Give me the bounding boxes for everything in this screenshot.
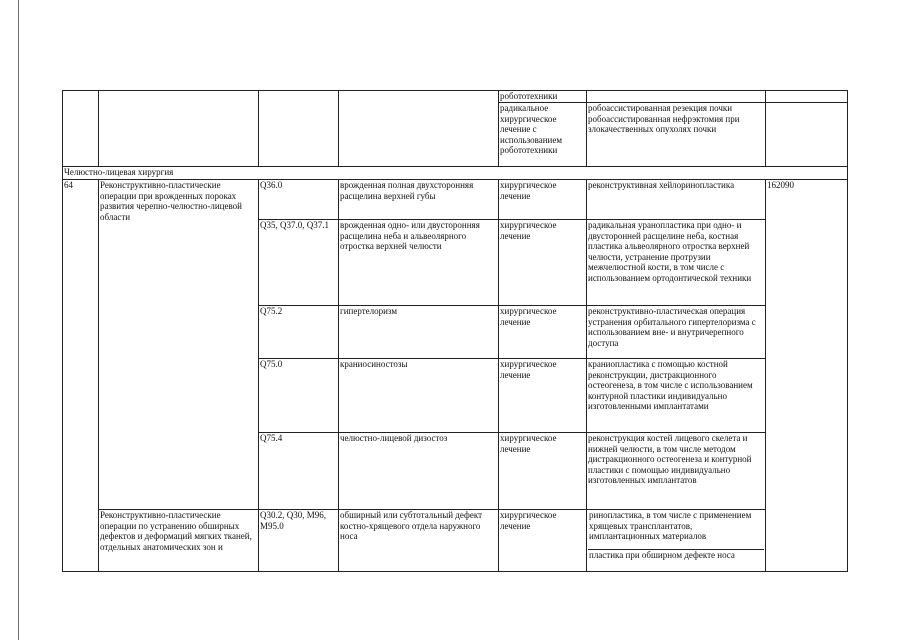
group-name-defects: Реконструктивно-пластические операции по устранению обширных дефектов и деформаций мягких тканей, отдельных анатомических зон и [99, 510, 259, 572]
method-cell: реконструкция костей лицевого скелета и нижней челюсти, в том числе методом дистракционного остеогенеза и контурной пластики с помощью индивидуально изготовленных имплантатов [587, 433, 766, 510]
method-cell: радикальная уранопластика при одно- и двусторонней расщелине неба, костная пластика альвеолярного отростка верхней челюсти, устранение протрузии межчелюстной кости, в том числе с использованием ортодонтической техники [587, 220, 766, 306]
section-title: Челюстно-лицевая хирургия [63, 167, 848, 180]
cost-amount: 162090 [766, 180, 848, 572]
cell-num-prev [63, 91, 99, 167]
continuation-row [63, 91, 848, 103]
group-name-congenital: Реконструктивно-пластические операции при врожденных пороках развития черепно-челюстно-лицевой области [99, 180, 259, 510]
item-number: 64 [63, 180, 99, 572]
treatment-type-cell: хирургическое лечение [499, 433, 587, 510]
cell-amount-prev [766, 103, 848, 167]
method-cell [587, 510, 766, 572]
method-cell: реконструктивная хейлоринопластика [587, 180, 766, 220]
icd-cell: Q75.0 [259, 359, 339, 433]
icd-cell: Q75.2 [259, 306, 339, 359]
icd-cell: Q36.0 [259, 180, 339, 220]
section-header-row [63, 167, 848, 180]
icd-cell: Q30.2, Q30, M96, M95.0 [259, 510, 339, 572]
patient-model-cell: гипертелоризм [339, 306, 499, 359]
method-subtable [588, 510, 764, 561]
method-cell: реконструктивно-пластическая операция устранения орбитального гипертелоризма с использованием вне- и внутричерепного доступа [587, 306, 766, 359]
method-cell: краниопластика с помощью костной реконструкции, дистракционного остеогенеза, в том числе с использованием контурной пластики индивидуально изготовленными имплантатами [587, 359, 766, 433]
icd-cell: Q35, Q37.0, Q37.1 [259, 220, 339, 306]
cell-icd-prev [259, 91, 339, 167]
patient-model-cell: краниосиностозы [339, 359, 499, 433]
procedures-table [62, 90, 848, 572]
patient-model-cell: обширный или субтотальный дефект костно-хрящевого отдела наружного носа [339, 510, 499, 572]
table-row [63, 180, 848, 220]
treatment-type-cell: робототехники [499, 91, 587, 103]
cell-group-prev [99, 91, 259, 167]
patient-model-cell: врожденная полная двухсторонняя расщелина верхней губы [339, 180, 499, 220]
cell-model-prev [339, 91, 499, 167]
table-row [63, 510, 848, 572]
method-subcell: ринопластика, в том числе с применением хрящевых трансплантатов, имплантационных материалов [588, 510, 764, 550]
treatment-type-cell: радикальное хирургическое лечение с использованием робототехники [499, 103, 587, 167]
treatment-type-cell: хирургическое лечение [499, 220, 587, 306]
cell-amount-prev [766, 91, 848, 103]
patient-model-cell: челюстно-лицевой дизостоз [339, 433, 499, 510]
page-margin-line [18, 0, 19, 640]
method-subcell: пластика при обширном дефекте носа [589, 550, 735, 560]
treatment-type-cell: хирургическое лечение [499, 306, 587, 359]
treatment-type-cell: хирургическое лечение [499, 180, 587, 220]
method-cell: робоассистированная резекция почки робоассистированная нефрэктомия при злокачественных опухолях почки [587, 103, 766, 167]
treatment-type-cell: хирургическое лечение [499, 510, 587, 572]
method-cell [587, 91, 766, 103]
icd-cell: Q75.4 [259, 433, 339, 510]
patient-model-cell: врожденная одно- или двусторонняя расщелина неба и альвеолярного отростка верхней челюсти [339, 220, 499, 306]
treatment-type-cell: хирургическое лечение [499, 359, 587, 433]
